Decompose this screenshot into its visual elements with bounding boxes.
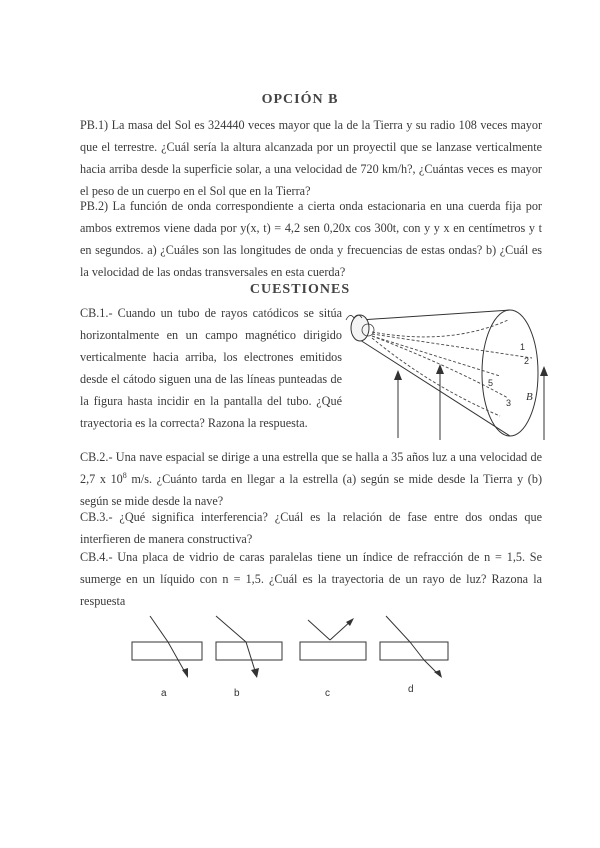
question-cb4: CB.4.- Una placa de vidrio de caras paralelas tiene un índice de refracción de n = 1,5. Se sumerge en un líquido con n = 1,5. ¿Cuál es la trayectoria de un rayo de luz? Razona la respuesta: [80, 550, 542, 608]
cb2-exponent: 8: [122, 470, 127, 480]
option-b-heading: OPCIÓN B: [261, 92, 339, 107]
plate-d: [380, 642, 448, 660]
cathode-ray-tube-figure: [340, 306, 550, 446]
question-cb2: [80, 446, 542, 512]
ray-label-d: d: [408, 684, 414, 695]
plate-a: [132, 642, 202, 660]
question-cb1: CB.1.- Cuando un tubo de rayos catódicos se sitúa horizontalmente en un campo magnético dirigido verticalmente hacia arriba, los electrones emitidos desde el cátodo siguen una de las líneas punteadas de la figura hasta incidir en la pantalla del tubo. ¿Qué trayectoria es la correcta? Razona la respuesta.: [80, 306, 342, 430]
problem-pb1: PB.1) La masa del Sol es 324440 veces mayor que la de la Tierra y su radio 108 veces mayor que el terrestre. ¿Cuál sería la altura alcanzada por un proyectil que se lanzase verticalmente hacia arriba desde la superficie solar, a una velocidad de 720 km/h?, ¿Cuántas veces es mayor el peso de un cuerpo en el Sol que en la Tierra?: [80, 118, 542, 198]
plate-c: [300, 642, 366, 660]
field-label-b: B: [526, 391, 533, 403]
question-cb3: CB.3.- ¿Qué significa interferencia? ¿Cuál es la relación de fase entre dos ondas que interfieren de manera constructiva?: [80, 510, 542, 546]
path-label-2: 2: [524, 356, 530, 366]
glass-plate-ray-figure: [120, 612, 460, 702]
path-label-3: 3: [506, 398, 512, 408]
ray-label-b: b: [234, 688, 240, 699]
ray-label-c: c: [325, 688, 330, 699]
cb2-text-part1: CB.2.- Una nave espacial se dirige a una estrella que se halla a 35 años luz a una velocidad de 2,7 x 10: [80, 450, 542, 486]
questions-heading: CUESTIONES: [249, 282, 351, 297]
path-label-5: 5: [488, 378, 494, 388]
ray-label-a: a: [161, 688, 167, 699]
problem-pb2: PB.2) La función de onda correspondiente a cierta onda estacionaria en una cuerda fija por ambos extremos viene dada por y(x, t) = 4,2 sen 0,20x cos 300t, con y y x en centímetros y t en segundos. a) ¿Cuáles son las longitudes de onda y frecuencias de estas ondas? b) ¿Cuál es la velocidad de las ondas transversales en esta cuerda?: [80, 199, 542, 279]
cb2-text-part2: m/s. ¿Cuánto tarda en llegar a la estrella (a) según se mide desde la Tierra y (b) según se mide desde la nave?: [80, 472, 543, 508]
path-label-1: 1: [520, 342, 526, 352]
